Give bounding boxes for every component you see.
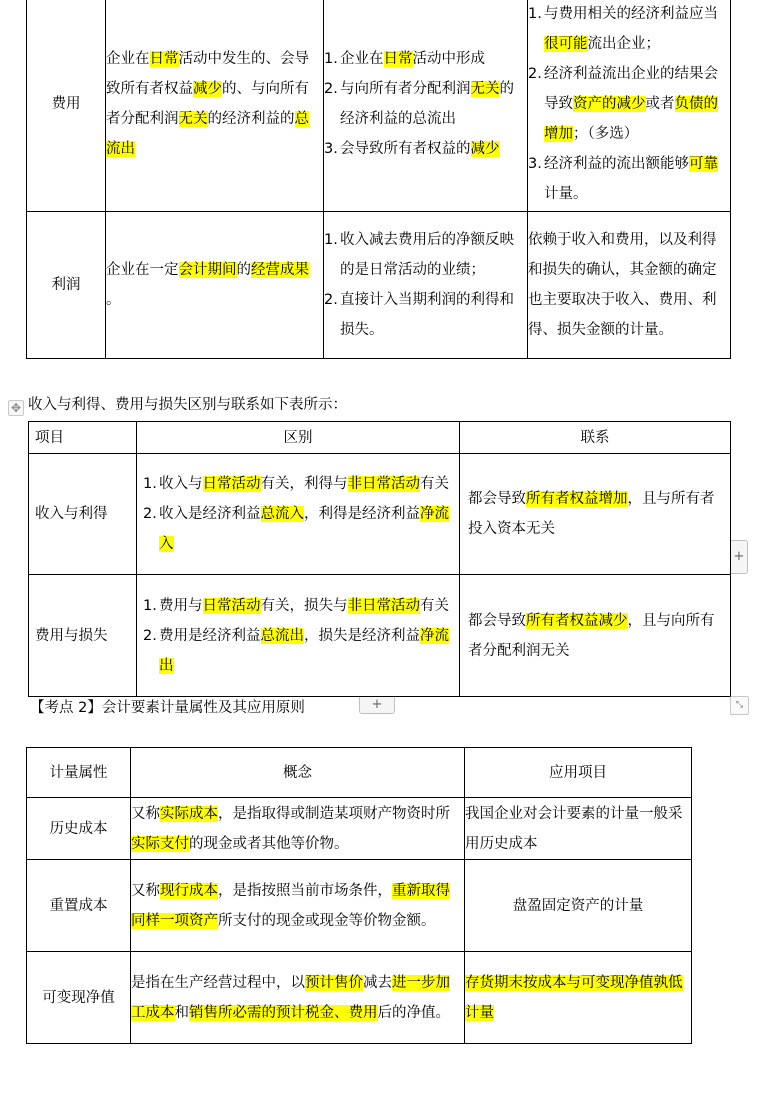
- highlighted-text: 日常: [149, 51, 179, 67]
- header-application: 应用项目: [465, 748, 692, 798]
- text-run: 的现金或者其他等价物。: [189, 835, 349, 852]
- table-row: [29, 575, 731, 697]
- list-item: [528, 0, 730, 59]
- highlighted-text: 实际成本: [160, 805, 218, 822]
- text-run: 与向所有者分配利润: [340, 81, 471, 97]
- table-row: [27, 798, 692, 860]
- cell-conditions: [528, 0, 731, 212]
- cell-attribute: 历史成本: [27, 798, 131, 860]
- table-row-profit: [27, 212, 731, 359]
- text-run: ；（多选）: [573, 126, 639, 142]
- text-run: 企业在一定: [106, 262, 179, 278]
- income-gain-expense-loss-table: [28, 421, 731, 697]
- text-run: 有关: [420, 597, 449, 614]
- cell-application: [465, 952, 692, 1044]
- cell-relation: [460, 454, 731, 575]
- text-run: 有关: [420, 476, 449, 492]
- text-run: 我国企业对会计要素的计量一般采用历史成本: [465, 805, 683, 852]
- text-run: 企业在: [106, 51, 150, 67]
- measurement-attributes-table: [26, 747, 692, 1044]
- highlighted-text: 会计期间: [178, 262, 237, 278]
- text-run: ，是指按照当前市场条件，: [218, 882, 392, 899]
- text-run: 经济利益的流出额能够: [544, 156, 689, 172]
- text-run: 费用与: [159, 597, 203, 614]
- add-row-button[interactable]: +: [359, 697, 395, 714]
- highlighted-text: 减少: [470, 141, 500, 157]
- text-run: 减去: [363, 974, 392, 991]
- highlighted-text: 非日常活动: [347, 597, 420, 614]
- text-run: 流出企业；: [587, 36, 660, 52]
- intro-text: 收入与利得、费用与损失区别与联系如下表所示：: [28, 397, 347, 413]
- list-item: [143, 591, 453, 621]
- text-run: 有关，损失与: [260, 597, 348, 614]
- text-run: 活动中发生的、会导致所有者权益: [106, 51, 309, 97]
- text-run: 的、与向所有者分配利润: [106, 81, 309, 127]
- header-concept: 概念: [131, 748, 465, 798]
- table-header: [27, 748, 692, 798]
- highlighted-text: 日常活动: [202, 476, 261, 492]
- text-run: 直接计入当期利润的利得和损失。: [340, 292, 514, 338]
- highlighted-text: 总流入: [260, 506, 304, 522]
- text-run: 是指在生产经营过程中，以: [131, 974, 305, 991]
- text-run: 的经济利益的总流出: [340, 81, 514, 127]
- cell-item: 利润: [27, 212, 106, 359]
- header-attribute: 计量属性: [27, 748, 131, 798]
- text-run: 又称: [131, 805, 160, 822]
- text-run: 经济利益流出企业的结果会导致: [544, 66, 718, 112]
- text-run: 与费用相关的经济利益应当: [544, 6, 718, 22]
- text-run: 又称: [131, 882, 160, 899]
- highlighted-text: 可靠: [689, 156, 718, 172]
- add-column-button[interactable]: +: [731, 540, 748, 574]
- text-run: 收入减去费用后的净额反映的是日常活动的业绩；: [340, 232, 514, 278]
- text-run: ，且与所有者投入资本无关: [468, 491, 715, 537]
- text-run: 企业在: [340, 51, 384, 67]
- text-run: 活动中形成: [412, 51, 485, 67]
- list-item: [324, 44, 527, 74]
- text-run: ，且与向所有者分配利润无关: [468, 612, 715, 659]
- text-run: 都会导致: [468, 612, 526, 629]
- cell-concept: [131, 860, 465, 952]
- text-run: 费用是经济利益: [159, 627, 261, 644]
- list-number: 1.: [143, 476, 157, 492]
- highlighted-text: 净流出: [159, 627, 449, 674]
- list-number: 2.: [143, 627, 157, 644]
- table-header: [29, 422, 731, 454]
- cell-conditions: 依赖于收入和费用，以及利得和损失的确认，其金额的确定也主要取决于收入、费用、利得、损失金额的计量。: [528, 212, 731, 359]
- list-item: [143, 469, 453, 499]
- cell-item: 费用: [27, 0, 106, 212]
- list-number: 3.: [324, 141, 338, 157]
- list-item: [324, 74, 527, 134]
- list-item: [143, 621, 453, 681]
- text-run: 所支付的现金或现金等价物金额。: [218, 912, 436, 929]
- header-item: 项目: [29, 422, 137, 454]
- list-item: [324, 134, 527, 164]
- text-run: 有关，利得与: [260, 476, 348, 492]
- list-item: [324, 225, 527, 285]
- text-run: 。: [106, 292, 121, 308]
- list-item: [528, 149, 730, 209]
- cell-relation: [460, 575, 731, 697]
- list-number: 1.: [324, 51, 338, 67]
- cell-features: [324, 212, 528, 359]
- highlighted-text: 销售所必需的预计税金、费用: [189, 1004, 378, 1021]
- cell-attribute: 重置成本: [27, 860, 131, 952]
- header-difference: 区别: [137, 422, 460, 454]
- highlighted-text: 总流出: [106, 111, 309, 157]
- highlighted-text: 日常: [383, 51, 413, 67]
- highlighted-text: 总流出: [260, 627, 304, 644]
- highlighted-text: 存货期末按成本与可变现净值孰低计量: [465, 974, 683, 1021]
- highlighted-text: 重新取得同样一项资产: [131, 882, 450, 929]
- table-row-expense: [27, 0, 731, 212]
- highlighted-text: 无关: [178, 111, 208, 127]
- cell-item: 收入与利得: [29, 454, 137, 575]
- table-move-handle-icon[interactable]: ✥: [8, 400, 24, 416]
- text-run: 都会导致: [468, 491, 526, 507]
- list-number: 1.: [143, 597, 157, 614]
- text-run: 收入是经济利益: [159, 506, 261, 522]
- cell-features: [324, 0, 528, 212]
- table-row: [29, 454, 731, 575]
- table-row: [27, 860, 692, 952]
- list-item: [143, 499, 453, 559]
- list-item: [324, 285, 527, 345]
- cell-application: [465, 798, 692, 860]
- header-relation: 联系: [460, 422, 731, 454]
- text-run: 盘盈固定资产的计量: [512, 897, 644, 914]
- highlighted-text: 现行成本: [160, 882, 218, 899]
- section-title: 【考点 2】会计要素计量属性及其应用原则: [30, 700, 305, 716]
- highlighted-text: 经营成果: [251, 262, 309, 278]
- text-run: 收入与: [159, 476, 203, 492]
- cell-definition: [106, 0, 324, 212]
- highlighted-text: 负债的增加: [544, 96, 718, 142]
- text-run: ，利得是经济利益: [304, 506, 420, 522]
- text-run: 的: [236, 262, 251, 278]
- text-run: 后的净值。: [377, 1004, 450, 1021]
- highlighted-text: 预计售价: [305, 974, 363, 991]
- list-number: 1.: [324, 232, 338, 248]
- text-run: 计量。: [544, 186, 588, 202]
- highlighted-text: 所有者权益减少: [526, 612, 628, 629]
- text-run: 会导致所有者权益的: [340, 141, 471, 157]
- text-run: ，是指取得或制造某项财产物资时所: [218, 805, 450, 822]
- cell-item: 费用与损失: [29, 575, 137, 697]
- highlighted-text: 净流入: [159, 506, 449, 552]
- cell-definition: [106, 212, 324, 359]
- text-run: 和: [174, 1004, 189, 1021]
- list-number: 2.: [143, 506, 157, 522]
- table-resize-icon[interactable]: ⤡: [730, 696, 749, 715]
- list-number: 2.: [528, 66, 542, 82]
- cell-difference: [137, 454, 460, 575]
- list-number: 1.: [528, 6, 542, 22]
- elements-table: [26, 0, 731, 359]
- highlighted-text: 无关: [470, 81, 500, 97]
- highlighted-text: 日常活动: [202, 597, 261, 614]
- highlighted-text: 减少: [193, 81, 222, 97]
- highlighted-text: 所有者权益增加: [526, 491, 628, 507]
- list-number: 2.: [324, 81, 338, 97]
- highlighted-text: 资产的减少: [573, 96, 646, 112]
- text-run: 或者: [645, 96, 675, 112]
- cell-application: [465, 860, 692, 952]
- list-item: [528, 59, 730, 149]
- highlighted-text: 非日常活动: [347, 476, 420, 492]
- cell-attribute: 可变现净值: [27, 952, 131, 1044]
- text-run: ，损失是经济利益: [304, 627, 420, 644]
- table-row: [27, 952, 692, 1044]
- text-run: 的经济利益的: [207, 111, 295, 127]
- cell-difference: [137, 575, 460, 697]
- cell-concept: [131, 952, 465, 1044]
- highlighted-text: 实际支付: [131, 835, 189, 852]
- highlighted-text: 很可能: [544, 36, 588, 52]
- highlighted-text: 进一步加工成本: [131, 974, 450, 1021]
- list-number: 3.: [528, 156, 542, 172]
- list-number: 2.: [324, 292, 338, 308]
- cell-concept: [131, 798, 465, 860]
